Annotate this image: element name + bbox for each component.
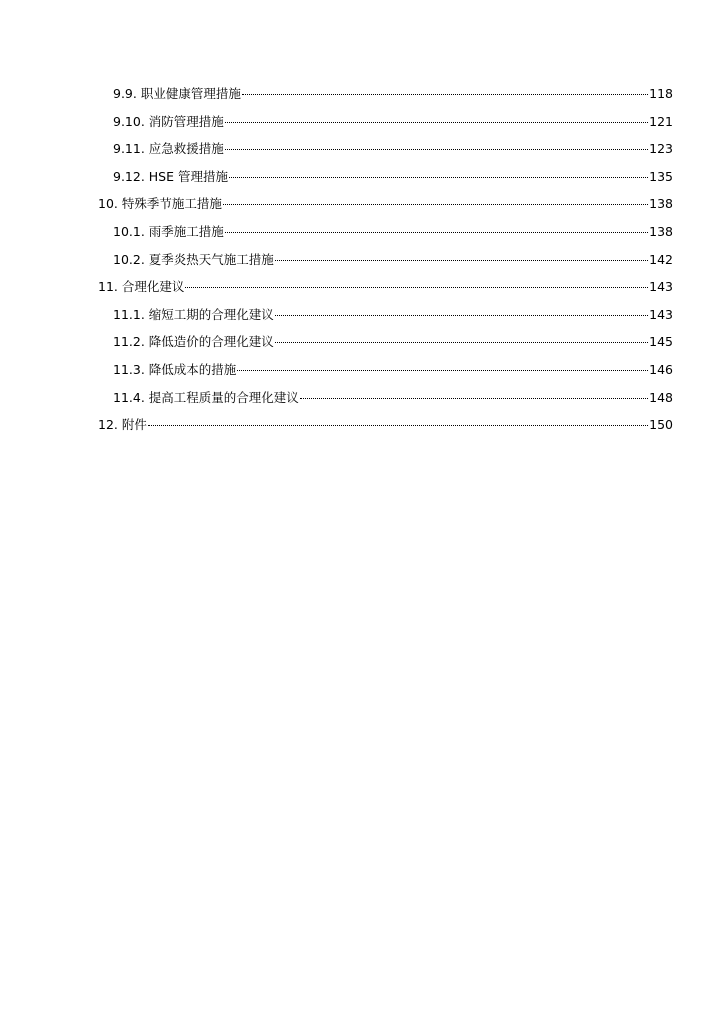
toc-page-number: 121: [649, 113, 673, 129]
toc-dot-leader: [237, 364, 648, 371]
toc-page-number: 118: [649, 86, 673, 101]
toc-entry-title: 11.2. 降低造价的合理化建议: [113, 334, 274, 350]
toc-page-number: 143: [649, 306, 673, 322]
toc-dot-leader: [242, 88, 648, 95]
toc-page-number: 148: [649, 389, 673, 405]
toc-entry-11[interactable]: [98, 273, 673, 301]
toc-entry-11-4[interactable]: [98, 384, 673, 412]
toc-entry-10-2[interactable]: [98, 246, 673, 274]
toc-page-number: 138: [649, 223, 673, 239]
toc-entry-title: 11.3. 降低成本的措施: [113, 361, 237, 377]
toc-dot-leader: [225, 116, 648, 123]
toc-entry-title: 9.12. HSE 管理措施: [113, 168, 228, 184]
toc-dot-leader: [148, 419, 648, 426]
toc-entry-9-12[interactable]: [98, 163, 673, 191]
toc-page-number: 145: [649, 334, 673, 350]
toc-page-number: 142: [649, 251, 673, 267]
toc-entry-11-2[interactable]: [98, 328, 673, 356]
toc-dot-leader: [275, 336, 648, 343]
toc-entry-title: 11.1. 缩短工期的合理化建议: [113, 306, 274, 322]
toc-entry-title: 10. 特殊季节施工措施: [98, 196, 222, 212]
toc-entry-title: 9.9. 职业健康管理措施: [113, 86, 241, 101]
toc-dot-leader: [275, 254, 648, 261]
toc-entry-title: 11. 合理化建议: [98, 279, 185, 295]
toc-page-number: 135: [649, 168, 673, 184]
toc-entry-title: 9.11. 应急救援措施: [113, 141, 224, 157]
toc-entry-title: 11.4. 提高工程质量的合理化建议: [113, 389, 299, 405]
table-of-contents: [98, 80, 673, 439]
toc-entry-10[interactable]: [98, 190, 673, 218]
toc-page-number: 150: [649, 417, 673, 433]
toc-dot-leader: [225, 143, 648, 150]
toc-page-number: 146: [649, 361, 673, 377]
toc-entry-title: 9.10. 消防管理措施: [113, 113, 224, 129]
toc-page-number: 143: [649, 279, 673, 295]
toc-entry-9-9[interactable]: [98, 80, 673, 108]
toc-entry-title: 10.1. 雨季施工措施: [113, 223, 224, 239]
toc-dot-leader: [225, 226, 648, 233]
toc-entry-11-3[interactable]: [98, 356, 673, 384]
toc-entry-9-10[interactable]: [98, 108, 673, 136]
toc-page-number: 123: [649, 141, 673, 157]
toc-entry-title: 10.2. 夏季炎热天气施工措施: [113, 251, 274, 267]
toc-entry-title: 12. 附件: [98, 417, 147, 433]
toc-page-number: 138: [649, 196, 673, 212]
toc-entry-9-11[interactable]: [98, 135, 673, 163]
toc-dot-leader: [229, 171, 648, 178]
toc-dot-leader: [185, 281, 648, 288]
toc-dot-leader: [300, 392, 648, 399]
toc-entry-11-1[interactable]: [98, 301, 673, 329]
toc-dot-leader: [223, 198, 648, 205]
toc-entry-10-1[interactable]: [98, 218, 673, 246]
toc-entry-12[interactable]: [98, 411, 673, 439]
toc-dot-leader: [275, 309, 648, 316]
